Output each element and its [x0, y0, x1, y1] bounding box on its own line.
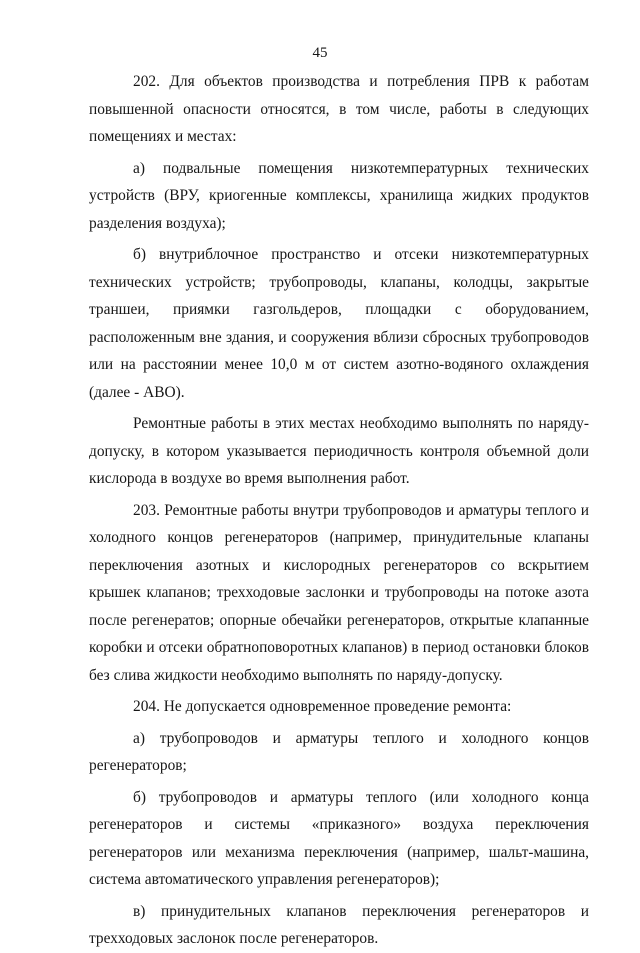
document-body: [89, 68, 589, 953]
paragraph-204-b: б) трубопроводов и арматуры теплого (или холодного конца регенераторов и системы «приказного» воздуха переключения регенераторов или механизма переключения (например, шальт-машина, система автоматического управления регенераторов);: [89, 788, 589, 888]
paragraph-204: 204. Не допускается одновременное проведение ремонта:: [133, 698, 512, 715]
paragraph-repair-works: Ремонтные работы в этих местах необходимо выполнять по наряду-допуску, в котором указывается периодичность контроля объемной доли кислорода в воздухе во время выполнения работ.: [89, 415, 589, 487]
paragraph-202-b: б) внутриблочное пространство и отсеки низкотемпературных технических устройств; трубопроводы, клапаны, колодцы, закрытые траншеи, приямки газгольдеров, площадки с оборудованием, расположенным вне здания, и сооружения вблизи сбросных трубопроводов или на расстоянии менее 10,0 м от систем азотно-водяного охлаждения (далее - АВО).: [89, 246, 589, 401]
paragraph-203: 203. Ремонтные работы внутри трубопроводов и арматуры теплого и холодного концов регенераторов (например, принудительные клапаны переключения азотных и кислородных регенераторов со вскрытием крышек клапанов; трехходовые заслонки и трубопроводы на потоке азота после регенератов; опорные обечайки регенераторов, открытые клапанные коробки и отсеки обратноповоротных клапанов) в период остановки блоков без слива жидкости необходимо выполнять по наряду-допуску.: [89, 501, 589, 684]
paragraph-202: 202. Для объектов производства и потребления ПРВ к работам повышенной опасности относятся, в том числе, работы в следующих помещениях и местах:: [89, 73, 589, 145]
paragraph-204-v: в) принудительных клапанов переключения регенераторов и трехходовых заслонок после регенераторов.: [89, 902, 589, 947]
paragraph-202-a: а) подвальные помещения низкотемпературных технических устройств (ВРУ, криогенные комплексы, хранилища жидких продуктов разделения воздуха);: [89, 159, 589, 232]
page-number: 45: [312, 45, 328, 61]
paragraph-204-a: а) трубопроводов и арматуры теплого и холодного концов регенераторов;: [89, 729, 589, 774]
